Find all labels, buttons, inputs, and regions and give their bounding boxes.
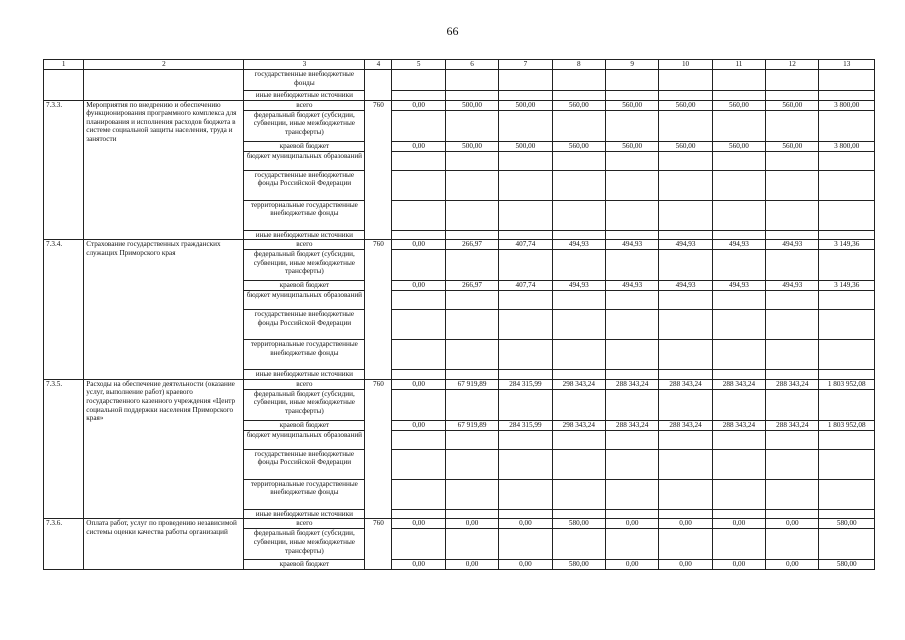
value-cell — [552, 449, 605, 479]
funding-source-cell: иные внебюджетные источники — [244, 370, 365, 380]
col4-cell: 760 — [365, 379, 392, 519]
value-cell: 500,00 — [499, 141, 552, 151]
value-cell — [659, 509, 712, 519]
column-header: 7 — [499, 60, 552, 70]
value-cell — [499, 291, 552, 310]
table-body — [44, 70, 875, 570]
value-cell — [552, 291, 605, 310]
value-cell — [499, 479, 552, 509]
col4-cell: 760 — [365, 519, 392, 570]
funding-source-cell: иные внебюджетные источники — [244, 91, 365, 101]
value-cell: 560,00 — [605, 100, 658, 110]
funding-source-cell: федеральный бюджет (субсидии, субвенции, иные межбюджетные трансферты) — [244, 529, 365, 560]
value-cell: 407,74 — [499, 240, 552, 250]
value-cell — [445, 310, 498, 340]
funding-source-cell: государственные внебюджетные фонды Российской Федерации — [244, 170, 365, 200]
value-cell — [605, 389, 658, 420]
value-cell — [499, 200, 552, 230]
value-cell — [605, 200, 658, 230]
value-cell: 560,00 — [659, 100, 712, 110]
value-cell — [445, 509, 498, 519]
value-cell: 288 343,24 — [605, 379, 658, 389]
value-cell: 0,00 — [445, 519, 498, 529]
item-code-cell: 7.3.6. — [44, 519, 84, 570]
value-cell — [392, 340, 445, 370]
value-cell — [659, 370, 712, 380]
value-cell — [659, 529, 712, 560]
value-cell — [552, 170, 605, 200]
value-cell — [712, 110, 765, 141]
value-cell — [552, 200, 605, 230]
funding-source-cell: бюджет муниципальных образований — [244, 291, 365, 310]
value-cell — [766, 430, 819, 449]
value-cell — [819, 91, 875, 101]
value-cell: 0,00 — [392, 379, 445, 389]
value-cell — [712, 389, 765, 420]
value-cell — [499, 91, 552, 101]
value-cell: 560,00 — [766, 100, 819, 110]
value-cell — [766, 370, 819, 380]
value-cell — [392, 479, 445, 509]
value-cell — [392, 200, 445, 230]
value-cell — [552, 430, 605, 449]
value-cell: 0,00 — [392, 420, 445, 430]
value-cell — [819, 200, 875, 230]
value-cell — [392, 70, 445, 91]
column-header: 2 — [84, 60, 244, 70]
value-cell: 3 149,36 — [819, 281, 875, 291]
value-cell — [392, 389, 445, 420]
value-cell — [552, 340, 605, 370]
value-cell — [499, 70, 552, 91]
value-cell — [445, 200, 498, 230]
item-title-cell: Оплата работ, услуг по проведению независимой системы оценки качества работы организаций — [84, 519, 244, 570]
funding-source-cell: всего — [244, 240, 365, 250]
value-cell — [605, 291, 658, 310]
value-cell: 0,00 — [605, 519, 658, 529]
value-cell — [712, 70, 765, 91]
funding-source-cell: государственные внебюджетные фонды Российской Федерации — [244, 449, 365, 479]
value-cell — [766, 291, 819, 310]
value-cell: 500,00 — [445, 100, 498, 110]
value-cell — [605, 70, 658, 91]
item-code-cell: 7.3.3. — [44, 100, 84, 240]
value-cell — [659, 200, 712, 230]
value-cell: 288 343,24 — [659, 420, 712, 430]
value-cell — [659, 170, 712, 200]
value-cell — [499, 449, 552, 479]
value-cell — [819, 170, 875, 200]
value-cell — [605, 479, 658, 509]
value-cell — [392, 250, 445, 281]
funding-source-cell: иные внебюджетные источники — [244, 230, 365, 240]
column-header: 9 — [605, 60, 658, 70]
item-code-cell: 7.3.5. — [44, 379, 84, 519]
col4-cell: 760 — [365, 240, 392, 380]
value-cell — [499, 250, 552, 281]
funding-source-cell: краевой бюджет — [244, 141, 365, 151]
value-cell — [659, 389, 712, 420]
item-title-cell: Страхование государственных гражданских служащих Приморского края — [84, 240, 244, 380]
value-cell — [392, 529, 445, 560]
value-cell — [766, 310, 819, 340]
value-cell: 0,00 — [659, 560, 712, 570]
value-cell: 560,00 — [712, 141, 765, 151]
value-cell — [819, 230, 875, 240]
value-cell — [445, 449, 498, 479]
col4-cell — [365, 70, 392, 101]
funding-source-cell: всего — [244, 379, 365, 389]
value-cell — [552, 110, 605, 141]
value-cell — [445, 479, 498, 509]
value-cell: 284 315,99 — [499, 420, 552, 430]
value-cell: 560,00 — [605, 141, 658, 151]
funding-source-cell: государственные внебюджетные фонды — [244, 70, 365, 91]
value-cell: 560,00 — [659, 141, 712, 151]
value-cell: 560,00 — [552, 141, 605, 151]
value-cell — [712, 250, 765, 281]
value-cell — [659, 70, 712, 91]
value-cell: 580,00 — [552, 560, 605, 570]
value-cell — [499, 230, 552, 240]
value-cell — [659, 340, 712, 370]
value-cell — [499, 529, 552, 560]
value-cell — [499, 509, 552, 519]
value-cell: 298 343,24 — [552, 420, 605, 430]
value-cell: 3 800,00 — [819, 141, 875, 151]
value-cell — [499, 340, 552, 370]
funding-source-cell: краевой бюджет — [244, 560, 365, 570]
value-cell — [499, 170, 552, 200]
value-cell — [552, 310, 605, 340]
table-row — [44, 100, 875, 110]
value-cell — [712, 291, 765, 310]
value-cell: 3 149,36 — [819, 240, 875, 250]
value-cell — [819, 110, 875, 141]
value-cell: 67 919,89 — [445, 379, 498, 389]
value-cell — [552, 479, 605, 509]
value-cell — [712, 479, 765, 509]
value-cell — [659, 310, 712, 340]
value-cell — [552, 151, 605, 170]
value-cell — [712, 509, 765, 519]
value-cell: 0,00 — [392, 141, 445, 151]
value-cell — [445, 230, 498, 240]
page-number: 66 — [446, 24, 459, 38]
value-cell — [605, 151, 658, 170]
funding-source-cell: всего — [244, 100, 365, 110]
value-cell — [445, 151, 498, 170]
value-cell — [605, 91, 658, 101]
value-cell: 580,00 — [819, 560, 875, 570]
value-cell — [766, 230, 819, 240]
value-cell — [445, 529, 498, 560]
value-cell: 0,00 — [392, 519, 445, 529]
value-cell — [605, 340, 658, 370]
value-cell — [659, 230, 712, 240]
value-cell: 0,00 — [392, 560, 445, 570]
value-cell — [819, 389, 875, 420]
value-cell — [552, 509, 605, 519]
column-header: 10 — [659, 60, 712, 70]
column-header: 1 — [44, 60, 84, 70]
value-cell: 560,00 — [552, 100, 605, 110]
value-cell: 560,00 — [766, 141, 819, 151]
value-cell — [766, 250, 819, 281]
value-cell — [499, 310, 552, 340]
value-cell: 266,97 — [445, 240, 498, 250]
value-cell — [766, 340, 819, 370]
value-cell — [766, 170, 819, 200]
value-cell — [552, 389, 605, 420]
column-header: 12 — [766, 60, 819, 70]
value-cell: 494,93 — [766, 281, 819, 291]
value-cell — [552, 370, 605, 380]
value-cell: 494,93 — [552, 240, 605, 250]
value-cell — [605, 509, 658, 519]
funding-source-cell: территориальные государственные внебюджетные фонды — [244, 479, 365, 509]
value-cell — [445, 70, 498, 91]
value-cell — [445, 430, 498, 449]
value-cell — [605, 230, 658, 240]
funding-source-cell: федеральный бюджет (субсидии, субвенции, иные межбюджетные трансферты) — [244, 389, 365, 420]
value-cell: 288 343,24 — [605, 420, 658, 430]
value-cell: 407,74 — [499, 281, 552, 291]
value-cell: 0,00 — [605, 560, 658, 570]
item-title-cell — [84, 70, 244, 101]
table-row — [44, 519, 875, 529]
value-cell: 1 803 952,08 — [819, 420, 875, 430]
value-cell — [445, 389, 498, 420]
item-code-cell: 7.3.4. — [44, 240, 84, 380]
value-cell — [712, 200, 765, 230]
funding-source-cell: федеральный бюджет (субсидии, субвенции, иные межбюджетные трансферты) — [244, 250, 365, 281]
value-cell — [819, 310, 875, 340]
value-cell — [766, 200, 819, 230]
value-cell: 0,00 — [499, 560, 552, 570]
funding-source-cell: бюджет муниципальных образований — [244, 430, 365, 449]
value-cell — [552, 230, 605, 240]
table-row — [44, 70, 875, 91]
value-cell: 494,93 — [552, 281, 605, 291]
value-cell — [659, 430, 712, 449]
value-cell: 3 800,00 — [819, 100, 875, 110]
value-cell — [659, 91, 712, 101]
value-cell — [445, 340, 498, 370]
value-cell — [392, 370, 445, 380]
value-cell — [712, 170, 765, 200]
value-cell — [712, 430, 765, 449]
value-cell — [766, 529, 819, 560]
item-title-cell: Расходы на обеспечение деятельности (оказание услуг, выполнение работ) краевого государственного казенного учреждения «Центр социальной поддержки населения Приморского края» — [84, 379, 244, 519]
value-cell: 494,93 — [766, 240, 819, 250]
value-cell: 500,00 — [499, 100, 552, 110]
value-cell — [712, 340, 765, 370]
budget-table — [43, 59, 875, 570]
value-cell — [766, 70, 819, 91]
value-cell: 1 803 952,08 — [819, 379, 875, 389]
value-cell: 67 919,89 — [445, 420, 498, 430]
value-cell — [392, 310, 445, 340]
value-cell — [392, 449, 445, 479]
value-cell — [605, 430, 658, 449]
value-cell: 288 343,24 — [712, 420, 765, 430]
column-header: 8 — [552, 60, 605, 70]
value-cell: 494,93 — [712, 281, 765, 291]
value-cell — [605, 110, 658, 141]
value-cell — [819, 430, 875, 449]
value-cell — [659, 449, 712, 479]
value-cell — [766, 479, 819, 509]
funding-source-cell: краевой бюджет — [244, 420, 365, 430]
value-cell: 0,00 — [766, 560, 819, 570]
value-cell — [499, 151, 552, 170]
value-cell — [445, 110, 498, 141]
value-cell — [819, 340, 875, 370]
funding-source-cell: всего — [244, 519, 365, 529]
value-cell — [819, 370, 875, 380]
value-cell — [766, 389, 819, 420]
value-cell: 266,97 — [445, 281, 498, 291]
column-header: 3 — [244, 60, 365, 70]
value-cell: 560,00 — [712, 100, 765, 110]
table-row — [44, 379, 875, 389]
value-cell: 0,00 — [659, 519, 712, 529]
value-cell — [766, 509, 819, 519]
column-header: 13 — [819, 60, 875, 70]
value-cell — [712, 370, 765, 380]
item-code-cell — [44, 70, 84, 101]
item-title-cell: Мероприятия по внедрению и обеспечению функционирования программного комплекса для планирования и исполнения расходов бюджета в системе социальной защиты населения, труда и занятости — [84, 100, 244, 240]
value-cell — [552, 70, 605, 91]
value-cell — [712, 449, 765, 479]
funding-source-cell: иные внебюджетные источники — [244, 509, 365, 519]
value-cell — [499, 389, 552, 420]
value-cell — [499, 110, 552, 141]
value-cell — [819, 70, 875, 91]
value-cell: 494,93 — [605, 240, 658, 250]
value-cell — [392, 430, 445, 449]
funding-source-cell: территориальные государственные внебюджетные фонды — [244, 200, 365, 230]
funding-source-cell: территориальные государственные внебюджетные фонды — [244, 340, 365, 370]
value-cell — [392, 110, 445, 141]
column-header: 5 — [392, 60, 445, 70]
value-cell: 0,00 — [392, 100, 445, 110]
funding-source-cell: федеральный бюджет (субсидии, субвенции, иные межбюджетные трансферты) — [244, 110, 365, 141]
value-cell — [552, 529, 605, 560]
value-cell — [605, 170, 658, 200]
value-cell — [766, 151, 819, 170]
value-cell — [766, 91, 819, 101]
value-cell — [659, 151, 712, 170]
value-cell — [659, 291, 712, 310]
value-cell: 0,00 — [392, 281, 445, 291]
value-cell: 288 343,24 — [712, 379, 765, 389]
value-cell — [712, 529, 765, 560]
value-cell: 0,00 — [712, 519, 765, 529]
value-cell — [445, 291, 498, 310]
column-header: 4 — [365, 60, 392, 70]
value-cell — [552, 250, 605, 281]
value-cell — [445, 91, 498, 101]
value-cell: 494,93 — [659, 240, 712, 250]
funding-source-cell: краевой бюджет — [244, 281, 365, 291]
value-cell: 288 343,24 — [766, 379, 819, 389]
value-cell — [392, 91, 445, 101]
value-cell — [605, 449, 658, 479]
value-cell — [712, 230, 765, 240]
funding-source-cell: бюджет муниципальных образований — [244, 151, 365, 170]
value-cell — [445, 170, 498, 200]
value-cell — [819, 250, 875, 281]
value-cell — [605, 370, 658, 380]
value-cell — [605, 250, 658, 281]
value-cell: 288 343,24 — [659, 379, 712, 389]
value-cell: 0,00 — [766, 519, 819, 529]
value-cell: 0,00 — [392, 240, 445, 250]
value-cell — [392, 230, 445, 240]
value-cell — [499, 370, 552, 380]
value-cell: 0,00 — [499, 519, 552, 529]
funding-source-cell: государственные внебюджетные фонды Российской Федерации — [244, 310, 365, 340]
value-cell: 0,00 — [712, 560, 765, 570]
value-cell: 284 315,99 — [499, 379, 552, 389]
value-cell — [392, 170, 445, 200]
value-cell: 494,93 — [712, 240, 765, 250]
value-cell — [766, 449, 819, 479]
value-cell — [392, 291, 445, 310]
value-cell — [712, 151, 765, 170]
value-cell: 580,00 — [552, 519, 605, 529]
value-cell: 0,00 — [445, 560, 498, 570]
value-cell: 500,00 — [445, 141, 498, 151]
value-cell — [712, 310, 765, 340]
value-cell — [605, 529, 658, 560]
value-cell — [659, 110, 712, 141]
value-cell — [445, 250, 498, 281]
value-cell: 288 343,24 — [766, 420, 819, 430]
value-cell — [552, 91, 605, 101]
value-cell — [819, 449, 875, 479]
column-header-row — [44, 60, 875, 70]
col4-cell: 760 — [365, 100, 392, 240]
value-cell — [659, 479, 712, 509]
value-cell — [819, 509, 875, 519]
value-cell — [392, 509, 445, 519]
value-cell — [819, 479, 875, 509]
value-cell — [819, 529, 875, 560]
column-header: 6 — [445, 60, 498, 70]
table-row — [44, 240, 875, 250]
value-cell — [499, 430, 552, 449]
value-cell — [605, 310, 658, 340]
value-cell — [712, 91, 765, 101]
value-cell: 494,93 — [659, 281, 712, 291]
value-cell: 298 343,24 — [552, 379, 605, 389]
value-cell — [445, 370, 498, 380]
value-cell — [766, 110, 819, 141]
value-cell — [659, 250, 712, 281]
value-cell — [819, 291, 875, 310]
value-cell — [392, 151, 445, 170]
value-cell: 494,93 — [605, 281, 658, 291]
column-header: 11 — [712, 60, 765, 70]
value-cell: 580,00 — [819, 519, 875, 529]
value-cell — [819, 151, 875, 170]
